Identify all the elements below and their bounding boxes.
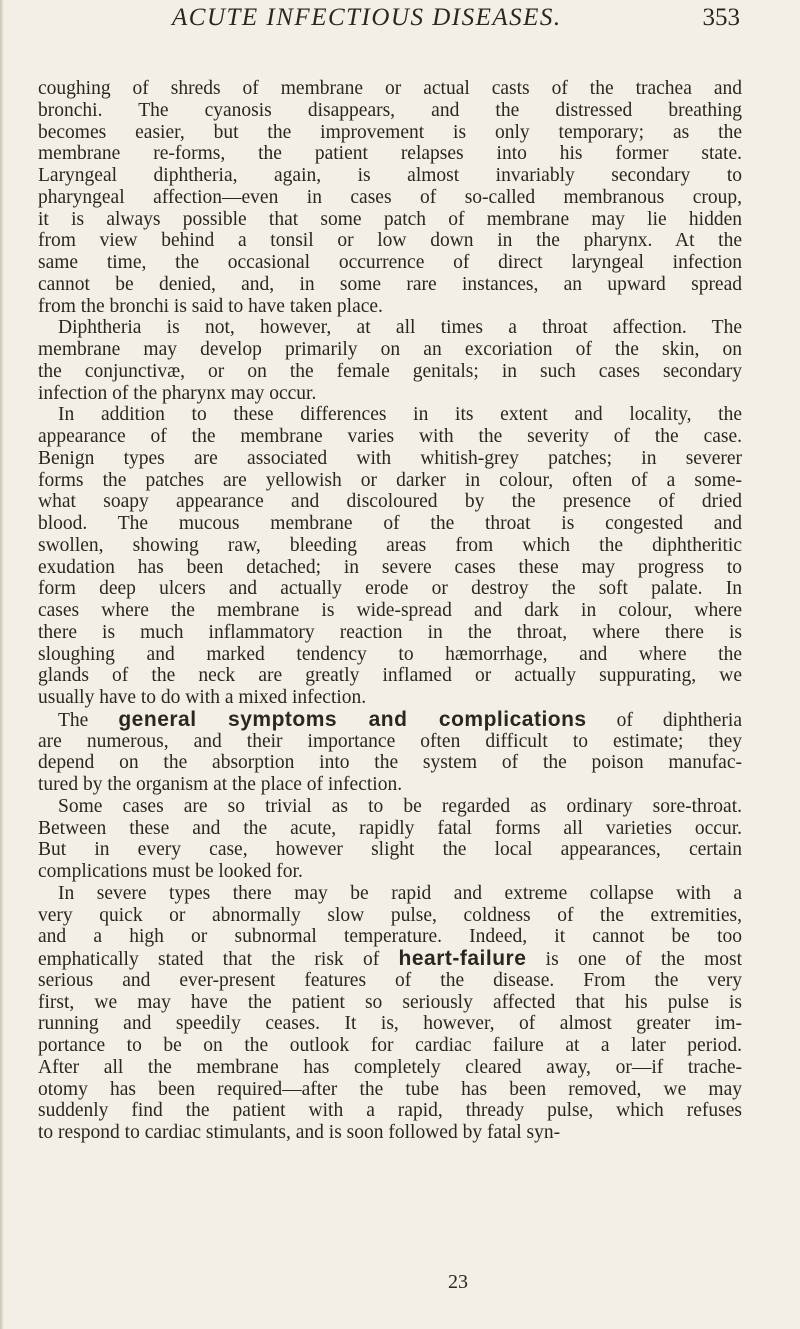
text-line: Diphtheria is not, however, at all times a throat affection. The	[58, 317, 742, 339]
paragraph	[38, 796, 742, 883]
signature-mark: 23	[448, 1271, 468, 1293]
text-line: infection of the pharynx may occur.	[38, 382, 317, 404]
text-line: very quick or abnormally slow pulse, coldness of the extremities,	[38, 904, 742, 926]
text-line: cases where the membrane is wide-spread and dark in colour, where	[38, 600, 742, 621]
emphasis-term: heart-failure	[398, 947, 527, 970]
text-line: it is always possible that some patch of membrane may lie hidden	[38, 208, 742, 230]
paragraph	[38, 709, 742, 796]
text-line: sloughing and marked tendency to hæmorrhage, and where the	[38, 643, 742, 665]
page-edge-shadow	[0, 0, 4, 1329]
text-line: glands of the neck are greatly inflamed or actually suppurating, we	[38, 665, 742, 687]
paragraph	[38, 78, 742, 317]
text-line: first, we may have the patient so seriously affected that his pulse is	[38, 991, 742, 1013]
text-line: membrane re-forms, the patient relapses into his former state.	[38, 143, 742, 165]
running-title: ACUTE INFECTIOUS DISEASES.	[172, 4, 562, 31]
text-line: form deep ulcers and actually erode or destroy the soft palate. In	[38, 578, 742, 600]
text-line: After all the membrane has completely cleared away, or—if trache-	[38, 1056, 742, 1078]
text-line: what soapy appearance and discoloured by the presence of dried	[38, 491, 742, 513]
text-line: In severe types there may be rapid and extreme collapse with a	[58, 882, 742, 904]
text-line: swollen, showing raw, bleeding areas from which the diphtheritic	[38, 534, 742, 556]
text-line: to respond to cardiac stimulants, and is soon followed by fatal syn-	[38, 1122, 561, 1143]
paragraph	[38, 404, 742, 709]
paragraph	[38, 317, 742, 404]
running-head	[140, 2, 740, 38]
text-line: blood. The mucous membrane of the throat is congested and	[38, 513, 742, 534]
text-line: same time, the occasional occurrence of direct laryngeal infection	[38, 252, 742, 273]
text-line: exudation has been detached; in severe cases these may progress to	[38, 556, 742, 578]
text-line: In addition to these differences in its extent and locality, the	[58, 404, 742, 426]
text-line: suddenly find the patient with a rapid, thready pulse, which refuses	[38, 1100, 742, 1122]
text-line: usually have to do with a mixed infection.	[38, 687, 367, 708]
text-line: serious and ever-present features of the disease. From the very	[38, 969, 742, 991]
text-line: membrane may develop primarily on an excoriation of the skin, on	[38, 339, 742, 360]
text-line: from view behind a tonsil or low down in the pharynx. At the	[38, 230, 742, 252]
text-line: becomes easier, but the improvement is only temporary; as the	[38, 121, 742, 143]
text-line: forms the patches are yellowish or darker in colour, often of a some-	[38, 469, 742, 491]
text-line: Some cases are so trivial as to be regarded as ordinary sore-throat.	[58, 795, 742, 817]
text-line: complications must be looked for.	[38, 861, 303, 882]
text-line: bronchi. The cyanosis disappears, and the distressed breathing	[38, 99, 742, 121]
text-line: coughing of shreds of membrane or actual casts of the trachea and	[38, 78, 742, 99]
text-line: otomy has been required—after the tube has been removed, we may	[38, 1078, 742, 1100]
text-line: portance to be on the outlook for cardiac failure at a later period.	[38, 1035, 742, 1056]
paragraph	[38, 883, 742, 1144]
body-text	[38, 78, 742, 1144]
text-line: But in every case, however slight the local appearances, certain	[38, 839, 742, 861]
text-line: Benign types are associated with whitish-grey patches; in severer	[38, 447, 742, 469]
text-line: tured by the organism at the place of infection.	[38, 774, 403, 795]
text-line: the conjunctivæ, or on the female genitals; in such cases secondary	[38, 360, 742, 382]
text-line: there is much inflammatory reaction in the throat, where there is	[38, 621, 742, 643]
text-line: pharyngeal affection—even in cases of so-called membranous croup,	[38, 186, 742, 208]
page-number: 353	[702, 4, 740, 31]
text-line: and a high or subnormal temperature. Indeed, it cannot be too	[38, 926, 742, 948]
text-line: are numerous, and their importance often difficult to estimate; they	[38, 730, 742, 752]
text-line: from the bronchi is said to have taken place.	[38, 295, 383, 317]
text-line: The general symptoms and complications of diphtheria	[58, 707, 742, 731]
emphasis-term: general symptoms and complications	[118, 707, 587, 731]
text-line: cannot be denied, and, in some rare instances, an upward spread	[38, 273, 742, 295]
text-line: running and speedily ceases. It is, however, of almost greater im-	[38, 1013, 742, 1035]
text-line: emphatically stated that the risk of heart-failure is one of the most	[38, 947, 743, 970]
text-line: Between these and the acute, rapidly fatal forms all varieties occur.	[38, 817, 742, 839]
text-line: Laryngeal diphtheria, again, is almost invariably secondary to	[38, 165, 742, 186]
text-line: depend on the absorption into the system of the poison manufac-	[38, 752, 742, 774]
text-line: appearance of the membrane varies with the severity of the case.	[38, 426, 742, 447]
